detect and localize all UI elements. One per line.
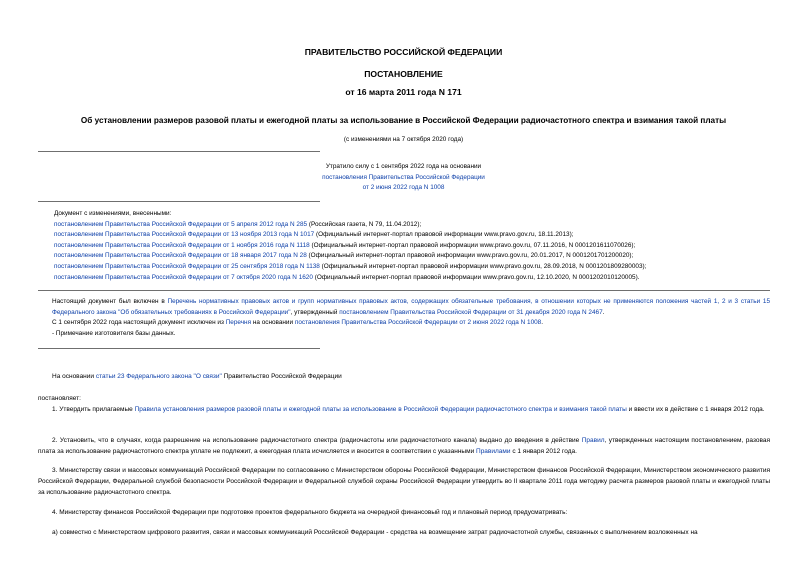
note-paragraph: Настоящий документ был включен в Перечень нормативных правовых актов и групп нормативных правовых актов, содержащих обязательные требования, в отношении которых не применяются положения частей 1, 2 и 3 статьи 15 Федерального закона "Об обязательных требованиях в Российской Федерации", утвержденный постановлением Правительства Российской Федерации от 31 декабря 2020 года N 2467.: [52, 298, 771, 316]
list-item: постановлением Правительства Российской Федерации от 25 сентября 2018 года N 1138 (Официальный интернет-портал правовой информации www.pravo.gov.ru, 28.09.2018, N 0001201809280003);: [54, 262, 647, 270]
paragraph-4a: а) совместно с Министерством цифрового развития, связи и массовых коммуникаций Российской Федерации - средства на возмещение затрат радиочастотной службы, связанных с выполнением возложенных на: [52, 529, 698, 536]
amendment-link[interactable]: постановлением Правительства Российской Федерации от 7 октября 2020 года N 1620: [54, 273, 313, 281]
amendment-link[interactable]: постановлением Правительства Российской Федерации от 5 апреля 2012 года N 285: [54, 220, 308, 228]
paragraph-1: 1. Утвердить прилагаемые Правила установления размеров разовой платы и ежегодной платы за использование в Российской Федерации радиочастотного спектра и взимания такой платы и ввести их в действие с 1 января 2012 года.: [52, 406, 765, 413]
mandatory-requirements-list-link[interactable]: Перечень нормативных правовых актов и групп нормативных правовых актов, содержащих обязательные требования, в отношении которых не применяются положения частей 1, 2 и 3 статьи 15 Федерального закона "Об обязательных требованиях в Российской Федерации": [52, 298, 771, 316]
expired-text: Утратило силу с 1 сентября 2022 года на основании: [325, 163, 482, 170]
rules-link[interactable]: Правилами: [476, 448, 511, 455]
expired-note: [0, 162, 807, 194]
document-date-number: от 16 марта 2011 года N 171: [345, 87, 462, 97]
decree-2467-link[interactable]: постановлением Правительства Российской Федерации от 31 декабря 2020 года N 2467: [339, 308, 603, 316]
law-on-communications-link[interactable]: статьи 23 Федерального закона "О связи": [95, 373, 222, 380]
database-note: [52, 297, 770, 339]
list-item: постановлением Правительства Российской Федерации от 13 ноября 2013 года N 1017 (Официальный интернет-портал правовой информации www.pravo.gov.ru, 18.11.2013);: [54, 231, 574, 239]
note-author: - Примечание изготовителя базы данных.: [52, 329, 176, 337]
decree-1008-link[interactable]: постановления Правительства Российской Федерации от 2 июня 2022 года N 1008: [294, 319, 542, 327]
amendments-list: [54, 209, 770, 283]
list-item: постановлением Правительства Российской Федерации от 1 ноября 2016 года N 1118 (Официальный интернет-портал правовой информации www.pravo.gov.ru, 07.11.2016, N 0001201611070026);: [54, 241, 636, 249]
list-link[interactable]: Перечня: [225, 319, 252, 327]
document-title: Об установлении размеров разовой платы и ежегодной платы за использование в Российской Федерации радиочастотного спектра и взимания такой платы: [80, 116, 727, 125]
rules-link[interactable]: Правил: [581, 437, 605, 444]
amendment-link[interactable]: постановлением Правительства Российской Федерации от 25 сентября 2018 года N 1138: [54, 262, 320, 270]
paragraph-3: 3. Министерству связи и массовых коммуникаций Российской Федерации по согласованию с Министерством обороны Российской Федерации, Министерством финансов Российской Федерации, Министерством экономического развития Российской Федерации, Федеральной службой безопасности Российской Федерации и Федеральной службой охраны Российской Федерации утвердить во II квартале 2011 года методику расчета размеров разовой платы и ежегодной платы за использование радиочастотного спектра.: [38, 467, 770, 496]
amendment-link[interactable]: постановлением Правительства Российской Федерации от 13 ноября 2013 года N 1017: [54, 231, 315, 239]
list-item: постановлением Правительства Российской Федерации от 7 октября 2020 года N 1620 (Официальный интернет-портал правовой информации www.pravo.gov.ru, 12.10.2020, N 0001202010120005).: [54, 273, 640, 281]
list-item: постановлением Правительства Российской Федерации от 5 апреля 2012 года N 285 (Российская газета, N 79, 11.04.2012);: [54, 220, 422, 228]
separator-rule: [38, 290, 770, 291]
rules-link[interactable]: Правила установления размеров разовой платы и ежегодной платы за использование в Российской Федерации радиочастотного спектра и взимания такой платы: [134, 406, 627, 413]
separator-rule: [38, 151, 320, 152]
government-heading: ПРАВИТЕЛЬСТВО РОССИЙСКОЙ ФЕДЕРАЦИИ: [304, 47, 503, 57]
expired-decree-date-link[interactable]: от 2 июня 2022 года N 1008: [362, 184, 445, 192]
list-item: постановлением Правительства Российской Федерации от 18 января 2017 года N 28 (Официальный интернет-портал правовой информации www.pravo.gov.ru, 20.01.2017, N 0001201701200020);: [54, 252, 634, 260]
expired-decree-link[interactable]: постановления Правительства Российской Федерации: [322, 173, 485, 181]
paragraph-2: 2. Установить, что в случаях, когда разрешение на использование радиочастотного спектра (радиочастоты или радиочастотного канала) выдано до введения в действие Правил, утвержденных настоящим постановлением, разовая плата за использование радиочастотного спектра уплате не подлежит, а ежегодная плата исчисляется и вносится в соответствии с указанными Правилами с 1 января 2012 года.: [38, 437, 770, 455]
document-type: ПОСТАНОВЛЕНИЕ: [364, 69, 443, 79]
paragraph-4: 4. Министерству финансов Российской Федерации при подготовке проектов федерального бюджета на очередной финансовый год и плановый период предусматривать:: [52, 509, 568, 516]
revision-note: (с изменениями на 7 октября 2020 года): [343, 136, 464, 143]
separator-rule: [38, 201, 320, 202]
separator-rule: [38, 348, 320, 349]
amendment-link[interactable]: постановлением Правительства Российской Федерации от 18 января 2017 года N 28: [54, 252, 307, 260]
note-paragraph: С 1 сентября 2022 года настоящий документ исключен из Перечня на основании постановления Правительства Российской Федерации от 2 июня 2022 года N 1008.: [52, 319, 544, 327]
legal-basis: На основании статьи 23 Федерального закона "О связи" Правительство Российской Федерации: [52, 373, 342, 380]
amendment-link[interactable]: постановлением Правительства Российской Федерации от 1 ноября 2016 года N 1118: [54, 241, 310, 249]
decrees-word: постановляет:: [38, 395, 81, 402]
amendments-intro: Документ с изменениями, внесенными:: [54, 210, 172, 217]
